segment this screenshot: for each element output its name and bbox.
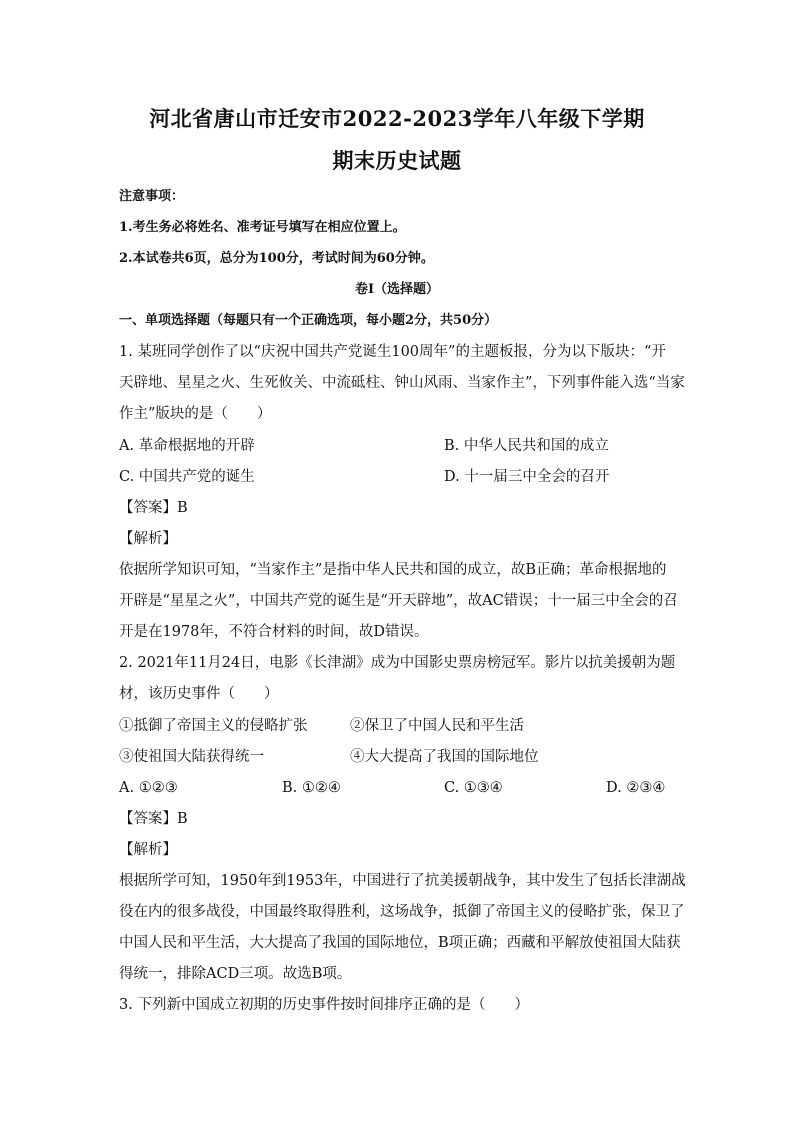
q1-analysis-line-1: 依据所学知识可知，“当家作主”是指中华人民共和国的成立，故B正确；革命根据地的: [119, 562, 667, 578]
exam-title-line1: 河北省唐山市迁安市2022-2023学年八年级下学期: [149, 106, 645, 131]
q2-line-1: 2. 2021年11月24日，电影《长津湖》成为中国影史票房榜冠军。影片以抗美援朝为题: [119, 655, 676, 671]
q2-option-d: D. ②③④: [606, 780, 666, 796]
q2-analysis-line-2: 役在内的很多战役，中国最终取得胜利，这场战争，抵御了帝国主义的侵略扩张，保卫了: [119, 904, 685, 920]
q2-statement-3: ③使祖国大陆获得统一: [119, 749, 264, 765]
q2-statement-4: ④大大提高了我国的国际地位: [350, 749, 539, 765]
q1-option-c: C. 中国共产党的诞生: [119, 469, 255, 485]
q2-analysis-label: 【解析】: [119, 842, 177, 858]
exam-title-line2: 期末历史试题: [332, 148, 462, 173]
q3-line-1: 3. 下列新中国成立初期的历史事件按时间排序正确的是（ ）: [119, 997, 529, 1013]
q2-answer: 【答案】B: [119, 811, 188, 827]
q1-line-2: 天辟地、星星之火、生死攸关、中流砥柱、钟山风雨、当家作主”，下列事件能入选“当家: [119, 375, 685, 391]
notes-heading: 注意事项：: [119, 189, 185, 204]
q2-analysis-line-3: 中国人民和平生活，大大提高了我国的国际地位，B项正确；西藏和平解放使祖国大陆获: [119, 935, 681, 951]
notes-item-2: 2.本试卷共6页，总分为100分，考试时间为60分钟。: [119, 251, 434, 266]
q1-option-a: A. 革命根据地的开辟: [119, 438, 255, 454]
q2-statement-1: ①抵御了帝国主义的侵略扩张: [119, 718, 308, 734]
q2-option-b: B. ①②④: [282, 780, 341, 796]
notes-item-1: 1.考生务必将姓名、准考证号填写在相应位置上。: [119, 220, 406, 235]
q1-option-d: D. 十一届三中全会的召开: [444, 469, 610, 485]
section-heading: 一、单项选择题（每题只有一个正确选项，每小题2分，共50分）: [119, 313, 498, 328]
q1-answer: 【答案】B: [119, 500, 188, 516]
q1-analysis-line-2: 开辟是“星星之火”，中国共产党的诞生是“开天辟地”，故AC错误；十一届三中全会的召: [119, 593, 678, 609]
q1-analysis-line-3: 开是在1978年，不符合材料的时间，故D错误。: [119, 624, 429, 640]
q1-analysis-label: 【解析】: [119, 531, 177, 547]
q2-analysis-line-1: 根据所学可知，1950年到1953年，中国进行了抗美援朝战争，其中发生了包括长津湖战: [119, 873, 686, 889]
q2-analysis-line-4: 得统一，排除ACD三项。故选B项。: [119, 966, 352, 982]
q2-statement-2: ②保卫了中国人民和平生活: [350, 718, 524, 734]
q2-option-c: C. ①③④: [444, 780, 503, 796]
q2-line-2: 材，该历史事件（ ）: [119, 686, 279, 702]
volume-heading: 卷Ⅰ（选择题）: [354, 282, 440, 297]
q1-option-b: B. 中华人民共和国的成立: [444, 438, 609, 454]
q1-line-1: 1. 某班同学创作了以“庆祝中国共产党诞生100周年”的主题板报，分为以下版块：“开: [119, 344, 666, 360]
q2-option-a: A. ①②③: [119, 780, 178, 796]
q1-line-3: 作主”版块的是（ ）: [119, 406, 272, 422]
